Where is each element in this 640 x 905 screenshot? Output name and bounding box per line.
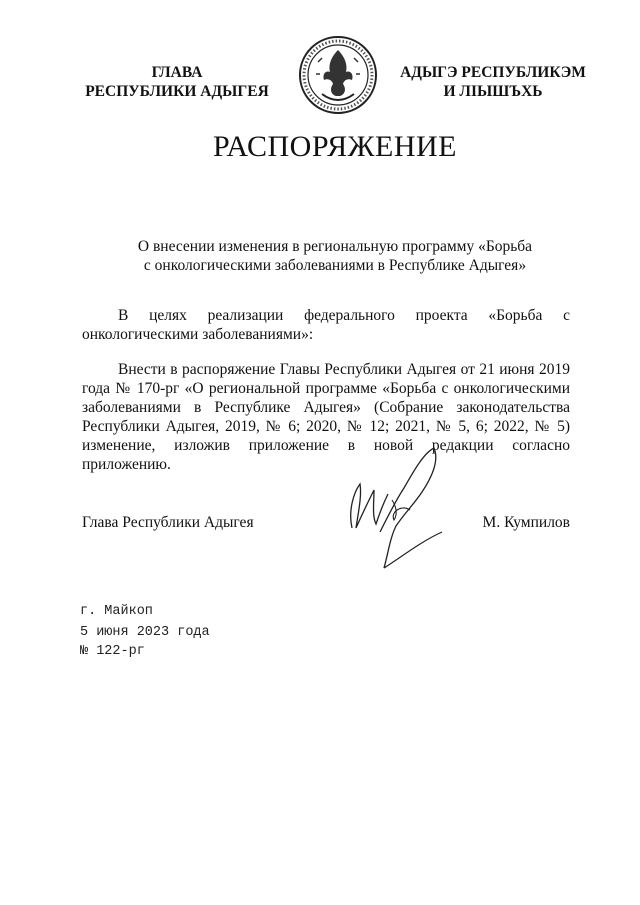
coat-of-arms-emblem <box>292 34 384 116</box>
header-right-line2: И ЛІЫШЪХЬ <box>443 83 543 100</box>
header-left-line1: ГЛАВА <box>151 64 203 81</box>
issue-place: г. Майкоп <box>80 604 153 619</box>
subject-line2: с онкологическими заболеваниями в Республике Адыгея» <box>143 257 527 274</box>
document-number: № 122-рг <box>80 644 145 659</box>
subject-line1: О внесении изменения в региональную программу «Борьба <box>137 238 533 255</box>
document-subject <box>95 237 575 275</box>
header-right-line1: АДЫГЭ РЕСПУБЛИКЭМ <box>400 64 586 81</box>
handwritten-signature <box>330 440 460 580</box>
signatory-role: Глава Республики Адыгея <box>82 514 254 531</box>
body-paragraph-purpose: В целях реализации федерального проекта «Борьба с онкологическими заболеваниями»: <box>82 307 570 343</box>
header-left <box>62 63 292 101</box>
header-right <box>378 63 608 101</box>
issue-date: 5 июня 2023 года <box>80 625 210 640</box>
body-paragraph-order: Внести в распоряжение Главы Республики Адыгея от 21 июня 2019 года № 170-рг «О региональной программе «Борьба с онкологическими заболеваниями в Республике Адыгея» (Собрание законодательства Республики Адыгея, 2019, № 6; 2020, № 12; 2021, № 5, 6; 2022, № 5) изменение, изложив приложение в новой редакции согласно приложению. <box>82 361 570 473</box>
document-title: РАСПОРЯЖЕНИЕ <box>212 130 458 163</box>
signatory-name: М. Кумпилов <box>482 514 570 531</box>
header-left-line2: РЕСПУБЛИКИ АДЫГЕЯ <box>85 83 269 100</box>
